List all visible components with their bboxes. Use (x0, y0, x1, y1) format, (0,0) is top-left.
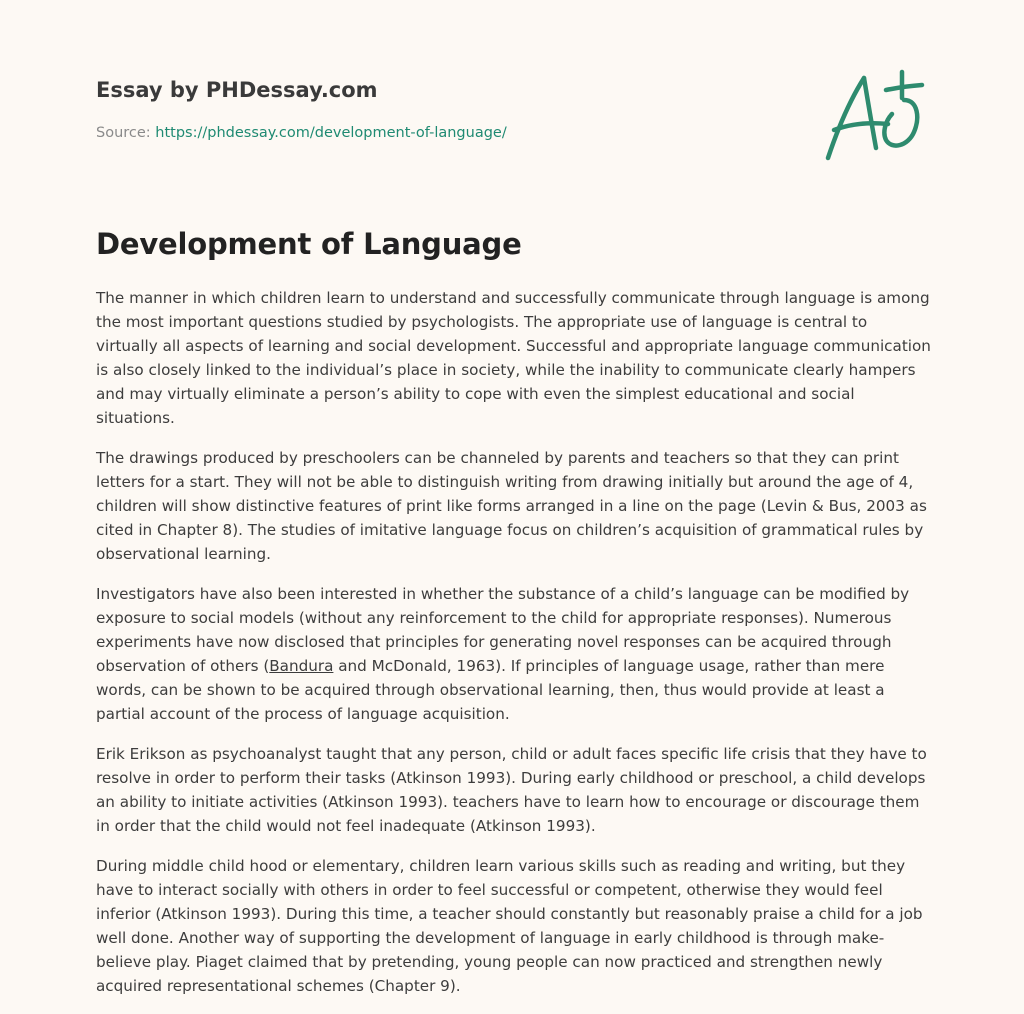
source-line (96, 123, 796, 143)
paragraph: The drawings produced by preschoolers can be channeled by parents and teachers so that they can print letters for a start. They will not be able to distinguish writing from drawing initially but around the age of 4, children will show distinctive features of print like forms arranged in a line on the page (Levin & Bus, 2003 as cited in Chapter 8). The studies of imitative language focus on children’s acquisition of grammatical rules by observational learning. (96, 449, 927, 563)
paragraph: During middle child hood or elementary, children learn various skills such as reading and writing, but they have to interact socially with others in order to feel successful or competent, otherwise they would feel inferior (Atkinson 1993). During this time, a teacher should constantly but reasonably praise a child for a job well done. Another way of supporting the development of language in early childhood is through make-believe play. Piaget claimed that by pretending, young people can now practiced and strengthen newly acquired representational schemes (Chapter 9). (96, 857, 923, 995)
source-label: Source: (96, 125, 151, 141)
paragraph: Erik Erikson as psychoanalyst taught that any person, child or adult faces specific life crisis that they have to resolve in order to perform their tasks (Atkinson 1993). During early childhood or preschool, a child develops an ability to initiate activities (Atkinson 1993). teachers have to learn how to encourage or discourage them in order that the child would not feel inadequate (Atkinson 1993). (96, 745, 927, 835)
essay-body (96, 286, 932, 1014)
a-plus-grade-icon (820, 66, 930, 166)
source-link[interactable]: https://phdessay.com/development-of-language/ (155, 125, 507, 141)
site-title: Essay by PHDessay.com (96, 78, 378, 102)
paragraph-text: Investigators have also been interested in whether the substance of a child’s language can be modified by exposure to social models (without any reinforcement to the child for appropriate responses). Numerous experiments have now disclosed that principles for generating novel responses can be acquired through observation of others ( (96, 585, 910, 675)
bandura-link[interactable]: Bandura (269, 657, 334, 675)
essay-title: Development of Language (96, 227, 522, 261)
paragraph (96, 582, 932, 726)
paragraph: The manner in which children learn to understand and successfully communicate through language is among the most important questions studied by psychologists. The appropriate use of language is central to virtually all aspects of learning and social development. Successful and appropriate language communication is also closely linked to the individual’s place in society, while the inability to communicate clearly hampers and may virtually eliminate a person’s ability to cope with even the simplest educational and social situations. (96, 289, 931, 427)
paragraph-text: and McDonald, 1963). If principles of language usage, rather than mere words, can be shown to be acquired through observational learning, then, thus would provide at least a partial account of the process of language acquisition. (96, 657, 885, 723)
page-header (96, 76, 796, 143)
